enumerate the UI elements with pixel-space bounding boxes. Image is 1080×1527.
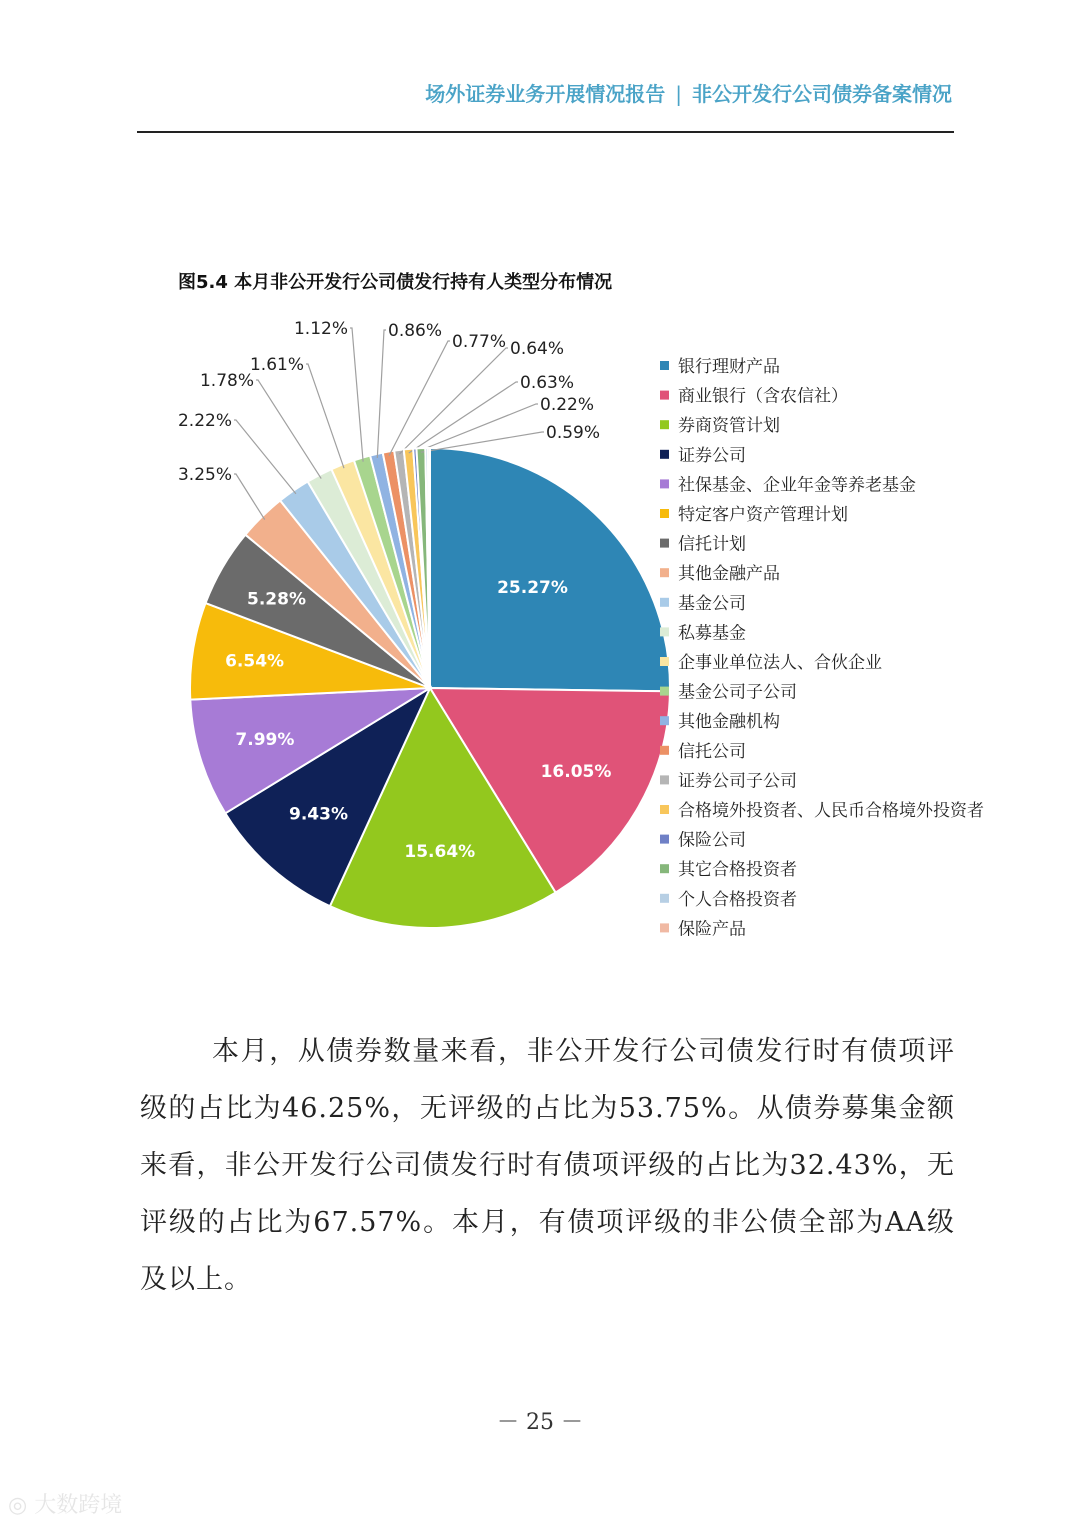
watermark-logo-icon: ◎: [8, 1493, 28, 1518]
legend-label: 企事业单位法人、合伙企业: [678, 653, 882, 673]
pie-slice: [430, 448, 670, 691]
slice-data-label: 9.43%: [289, 804, 348, 825]
legend-label: 信托计划: [678, 534, 746, 555]
legend-swatch: [660, 835, 669, 844]
slice-outer-label: 2.22%: [177, 411, 232, 431]
legend-label: 证券公司子公司: [678, 771, 797, 792]
legend-label: 信托公司: [678, 741, 746, 762]
legend-label: 社保基金、企业年金等养老基金: [678, 475, 916, 496]
header-section-title: 非公开发行公司债券备案情况: [692, 82, 952, 106]
legend-swatch: [660, 687, 669, 696]
leader-line: [415, 404, 538, 453]
legend-label: 银行理财产品: [678, 357, 780, 377]
header-report-title: 场外证券业务开展情况报告: [425, 82, 666, 106]
slice-data-label: 5.28%: [247, 589, 306, 610]
leader-line: [389, 341, 450, 456]
legend-label: 基金公司: [678, 593, 746, 614]
legend-swatch: [660, 746, 669, 755]
legend-label: 其他金融产品: [678, 564, 780, 585]
leader-line: [377, 330, 386, 458]
leader-line: [350, 328, 363, 462]
body-paragraph: 本月，从债券数量来看，非公开发行公司债发行时有债项评级的占比为46.25%，无评级的占比为53.75%。从债券募集金额来看，非公开发行公司债发行时有债项评级的占比为32.43%，无评级的占比为67.57%。本月，有债项评级的非公债全部为AA级及以上。: [140, 1036, 955, 1295]
legend-swatch: [660, 598, 669, 607]
legend-label: 保险公司: [678, 830, 746, 851]
leader-line: [256, 380, 321, 479]
slice-outer-label: 0.63%: [520, 373, 575, 393]
page-number: － 25 －: [497, 1410, 583, 1435]
legend-swatch: [660, 864, 669, 873]
page-header: [0, 78, 952, 107]
pie-chart: [0, 290, 1080, 950]
watermark-text: 大数跨境: [34, 1493, 123, 1518]
legend-swatch: [660, 391, 669, 400]
legend-swatch: [660, 775, 669, 784]
legend-swatch: [660, 568, 669, 577]
slice-data-label: 6.54%: [225, 651, 285, 672]
legend-swatch: [660, 361, 669, 370]
slice-outer-label: 0.77%: [452, 332, 507, 352]
legend-label: 个人合格投资者: [678, 889, 797, 910]
legend-label: 其他金融机构: [678, 712, 780, 733]
leader-line: [400, 348, 509, 454]
slice-outer-label: 3.25%: [177, 465, 232, 485]
watermark: [8, 1488, 122, 1519]
slice-outer-label: 1.61%: [249, 355, 304, 375]
leader-line: [234, 474, 265, 520]
legend-swatch: [660, 894, 669, 903]
legend-swatch: [660, 805, 669, 814]
legend-swatch: [660, 509, 669, 518]
legend-label: 保险产品: [678, 919, 746, 940]
leader-line: [234, 420, 296, 494]
legend-label: 私募基金: [678, 623, 746, 644]
slice-outer-label: 0.86%: [388, 321, 443, 341]
slice-data-label: 16.05%: [540, 762, 612, 782]
legend-swatch: [660, 450, 669, 459]
legend-label: 证券公司: [678, 445, 746, 466]
slice-outer-label: 1.78%: [199, 371, 254, 391]
slice-outer-label: 0.22%: [540, 395, 595, 415]
legend-swatch: [660, 716, 669, 725]
header-rule: [137, 131, 954, 133]
legend-label: 合格境外投资者、人民币合格境外投资者: [678, 801, 984, 821]
slice-data-label: 15.64%: [404, 841, 476, 862]
legend-swatch: [660, 539, 669, 548]
legend-label: 基金公司子公司: [678, 682, 797, 703]
slice-data-label: 25.27%: [497, 577, 568, 598]
legend-swatch: [660, 657, 669, 666]
header-separator: |: [675, 82, 682, 106]
legend-label: 特定客户资产管理计划: [678, 505, 848, 525]
legend-label: 商业银行（含农信社）: [678, 386, 848, 407]
slice-data-label: 7.99%: [235, 729, 295, 750]
legend-swatch: [660, 923, 669, 932]
leader-line: [306, 364, 344, 468]
legend-label: 券商资管计划: [678, 416, 780, 437]
slice-outer-label: 0.59%: [546, 423, 601, 443]
legend-label: 其它合格投资者: [678, 860, 797, 881]
legend-swatch: [660, 420, 669, 429]
figure-title: 图5.4 本月非公开发行公司债发行持有人类型分布情况: [178, 272, 613, 293]
legend-swatch: [660, 479, 669, 488]
slice-outer-label: 0.64%: [510, 339, 565, 359]
legend-swatch: [660, 627, 669, 636]
slice-outer-label: 1.12%: [293, 319, 348, 339]
